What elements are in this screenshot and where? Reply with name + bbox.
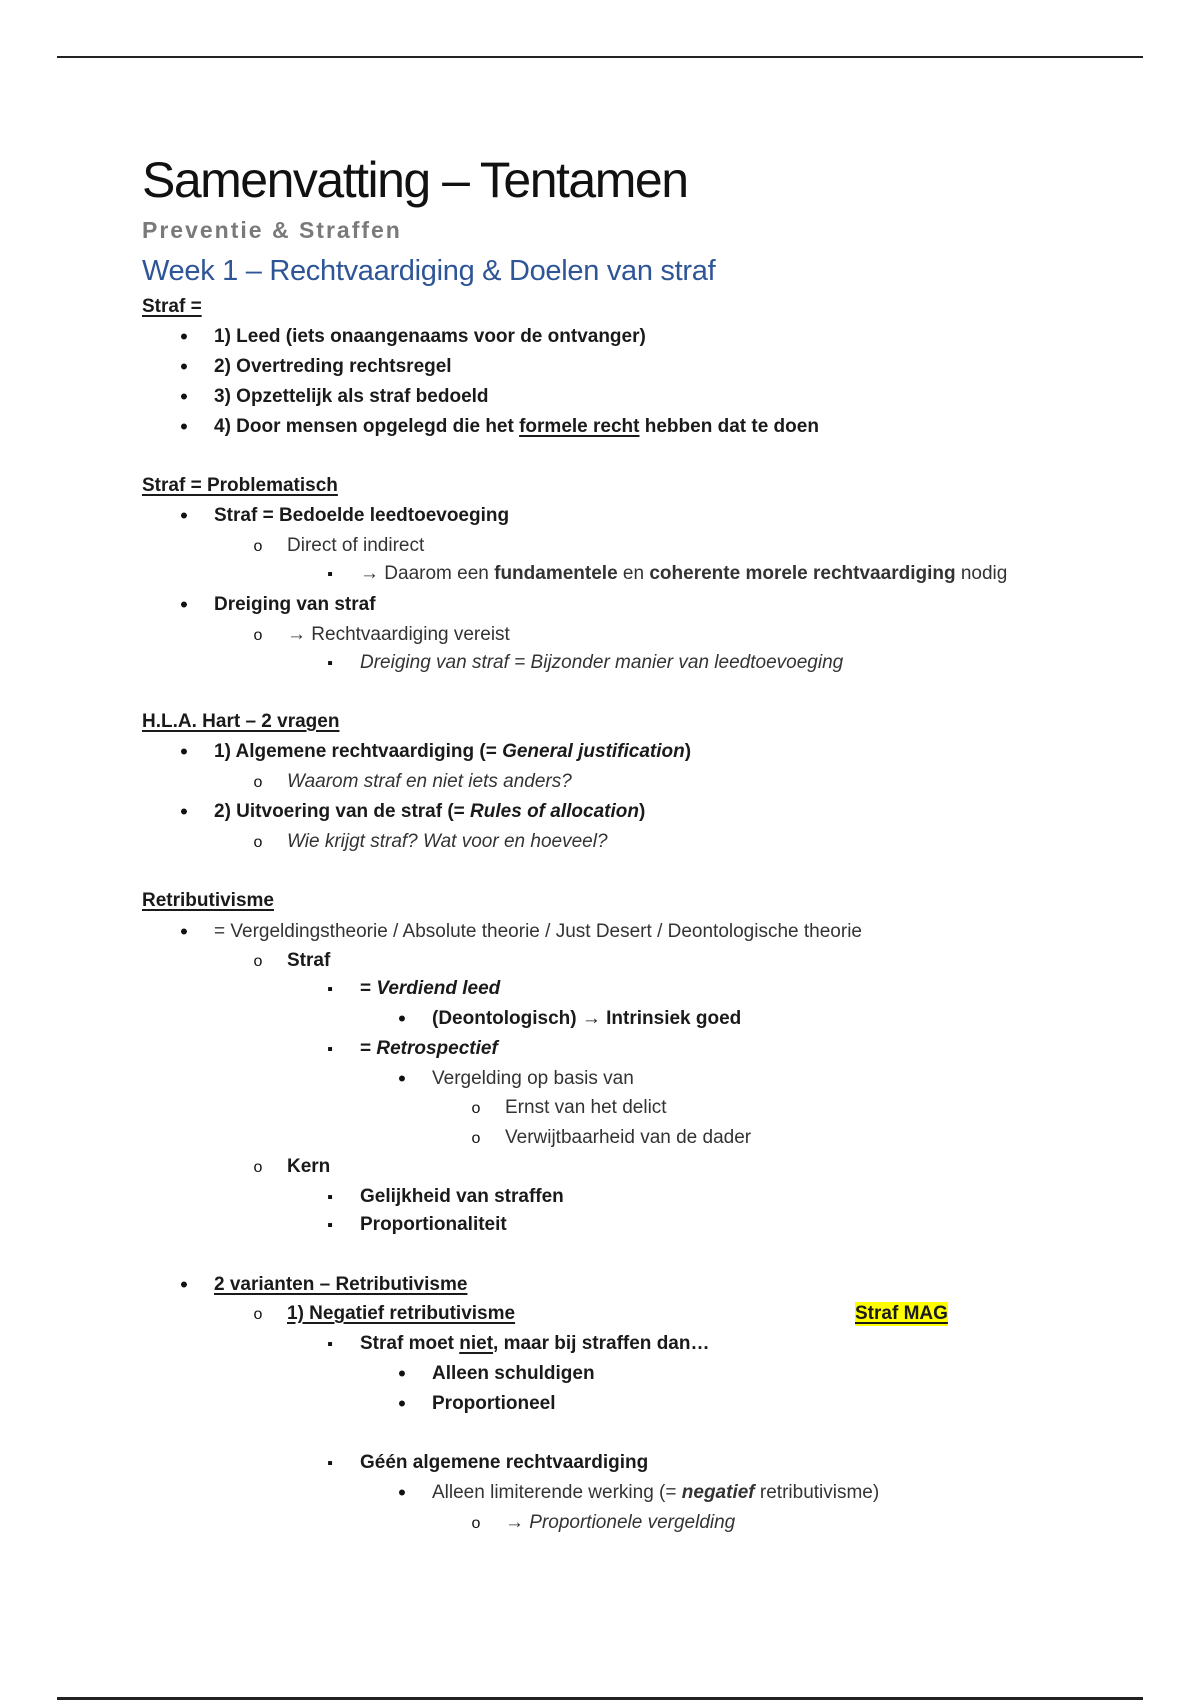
circle-bullet-icon (251, 770, 265, 795)
list-item: Proportioneel (432, 1393, 556, 1414)
item-text: 4) Door mensen opgelegd die het (214, 416, 520, 437)
circle-bullet-icon (469, 1511, 483, 1536)
item-text: Straf moet (360, 1333, 460, 1354)
circle-bullet-icon (469, 1126, 483, 1151)
circle-bullet-icon (251, 949, 265, 974)
varianten-heading: 2 varianten – Retributivisme (214, 1274, 468, 1295)
list-item: Ernst van het delict (505, 1097, 667, 1118)
square-bullet-icon (323, 1451, 337, 1476)
circle-bullet-icon (251, 1302, 265, 1327)
square-bullet-icon (323, 1332, 337, 1357)
item-bold-text: coherente morele rechtvaardiging (649, 563, 956, 584)
item-text: Alleen limiterende werking (= (432, 1482, 682, 1503)
bullet-icon (177, 355, 191, 381)
straf-def-heading: Straf = (142, 296, 202, 317)
list-item: → Rechtvaardiging vereist (287, 624, 510, 645)
bullet-icon (177, 1273, 191, 1299)
item-bold-italic-text: negatief (681, 1482, 755, 1503)
bullet-icon (177, 385, 191, 411)
list-item (360, 977, 500, 1001)
list-item: Wie krijgt straf? Wat voor en hoeveel? (287, 831, 608, 852)
bullet-icon (177, 504, 191, 530)
item-text: = (360, 1038, 377, 1059)
square-bullet-icon (323, 977, 337, 1002)
item-text: = (360, 978, 377, 999)
item-text: ) (638, 801, 646, 822)
list-item: 3) Opzettelijk als straf bedoeld (214, 386, 489, 407)
list-item: Géén algemene rechtvaardiging (360, 1452, 649, 1473)
circle-bullet-icon (251, 1155, 265, 1180)
circle-bullet-icon (251, 534, 265, 559)
item-text: 2) Uitvoering van de straf (= (214, 801, 471, 822)
item-underlined-text: niet (459, 1333, 494, 1354)
list-item: Gelijkheid van straffen (360, 1186, 564, 1207)
circle-bullet-icon (469, 1096, 483, 1121)
list-item: Direct of indirect (287, 535, 425, 556)
problematisch-heading: Straf = Problematisch (142, 475, 338, 496)
formele-recht-text: formele recht (519, 416, 640, 437)
bullet-icon (177, 920, 191, 946)
item-bold-text: fundamentele (494, 563, 618, 584)
list-item (360, 1037, 498, 1061)
page-title: Samenvatting – Tentamen (142, 152, 688, 208)
list-item: Dreiging van straf = Bijzonder manier van leedtoevoeging (360, 652, 844, 673)
square-bullet-icon (323, 651, 337, 676)
bullet-icon (395, 1392, 409, 1418)
list-item: Straf (287, 950, 331, 971)
list-item: Kern (287, 1156, 331, 1177)
item-text: ) (684, 741, 692, 762)
square-bullet-icon (323, 1185, 337, 1210)
square-bullet-icon (323, 1213, 337, 1238)
item-text: , maar bij straffen dan… (493, 1333, 710, 1354)
bullet-icon (177, 593, 191, 619)
hart-heading: H.L.A. Hart – 2 vragen (142, 711, 340, 732)
list-item: 2) Overtreding rechtsregel (214, 356, 452, 377)
negatief-heading: 1) Negatief retributivisme (287, 1303, 516, 1324)
list-item: Alleen schuldigen (432, 1363, 595, 1384)
list-item (505, 1511, 735, 1535)
list-item (360, 562, 1007, 586)
page-subtitle: Preventie & Straffen (142, 217, 402, 243)
list-item: Waarom straf en niet iets anders? (287, 771, 572, 792)
list-item: 1) Leed (iets onaangenaams voor de ontvanger) (214, 326, 646, 347)
bullet-icon (395, 1481, 409, 1507)
item-italic-text: General justification (502, 741, 685, 762)
list-item (432, 1481, 879, 1505)
square-bullet-icon (323, 1037, 337, 1062)
bullet-icon (177, 800, 191, 826)
bullet-icon (177, 740, 191, 766)
item-text: 1) Algemene rechtvaardiging (= (214, 741, 503, 762)
retributivisme-heading: Retributivisme (142, 890, 274, 911)
list-item (214, 800, 645, 824)
bullet-icon (395, 1067, 409, 1093)
circle-bullet-icon (251, 830, 265, 855)
week-heading: Week 1 – Rechtvaardiging & Doelen van straf (142, 255, 716, 287)
bullet-icon (177, 415, 191, 441)
header-rule (57, 56, 1143, 58)
item-italic-text: Retrospectief (376, 1038, 498, 1059)
item-italic-text: Verdiend leed (376, 978, 501, 999)
list-item: = Vergeldingstheorie / Absolute theorie / Just Desert / Deontologische theorie (214, 921, 862, 942)
item-italic-text: Rules of allocation (470, 801, 639, 822)
list-item (360, 1332, 709, 1356)
item-text: hebben dat te doen (639, 416, 819, 437)
square-bullet-icon (323, 562, 337, 587)
arrow-icon: → (505, 1512, 524, 1533)
item-text: retributivisme) (754, 1482, 880, 1503)
list-item (214, 415, 819, 439)
arrow-icon: → (360, 563, 379, 584)
straf-mag-highlight: Straf MAG (855, 1303, 948, 1324)
list-item: Dreiging van straf (214, 594, 376, 615)
list-item: Verwijtbaarheid van de dader (505, 1127, 752, 1148)
list-item: (Deontologisch) → Intrinsiek goed (432, 1008, 742, 1029)
bullet-icon (177, 325, 191, 351)
circle-bullet-icon (251, 623, 265, 648)
item-italic-text: Proportionele vergelding (529, 1512, 736, 1533)
item-text: Daarom een (379, 563, 495, 584)
bullet-icon (395, 1007, 409, 1033)
list-item: Straf = Bedoelde leedtoevoeging (214, 505, 510, 526)
list-item: Proportionaliteit (360, 1214, 507, 1235)
bullet-icon (395, 1362, 409, 1388)
list-item: Vergelding op basis van (432, 1068, 634, 1089)
item-text: nodig (955, 563, 1008, 584)
item-text: en (617, 563, 650, 584)
list-item (214, 740, 691, 764)
